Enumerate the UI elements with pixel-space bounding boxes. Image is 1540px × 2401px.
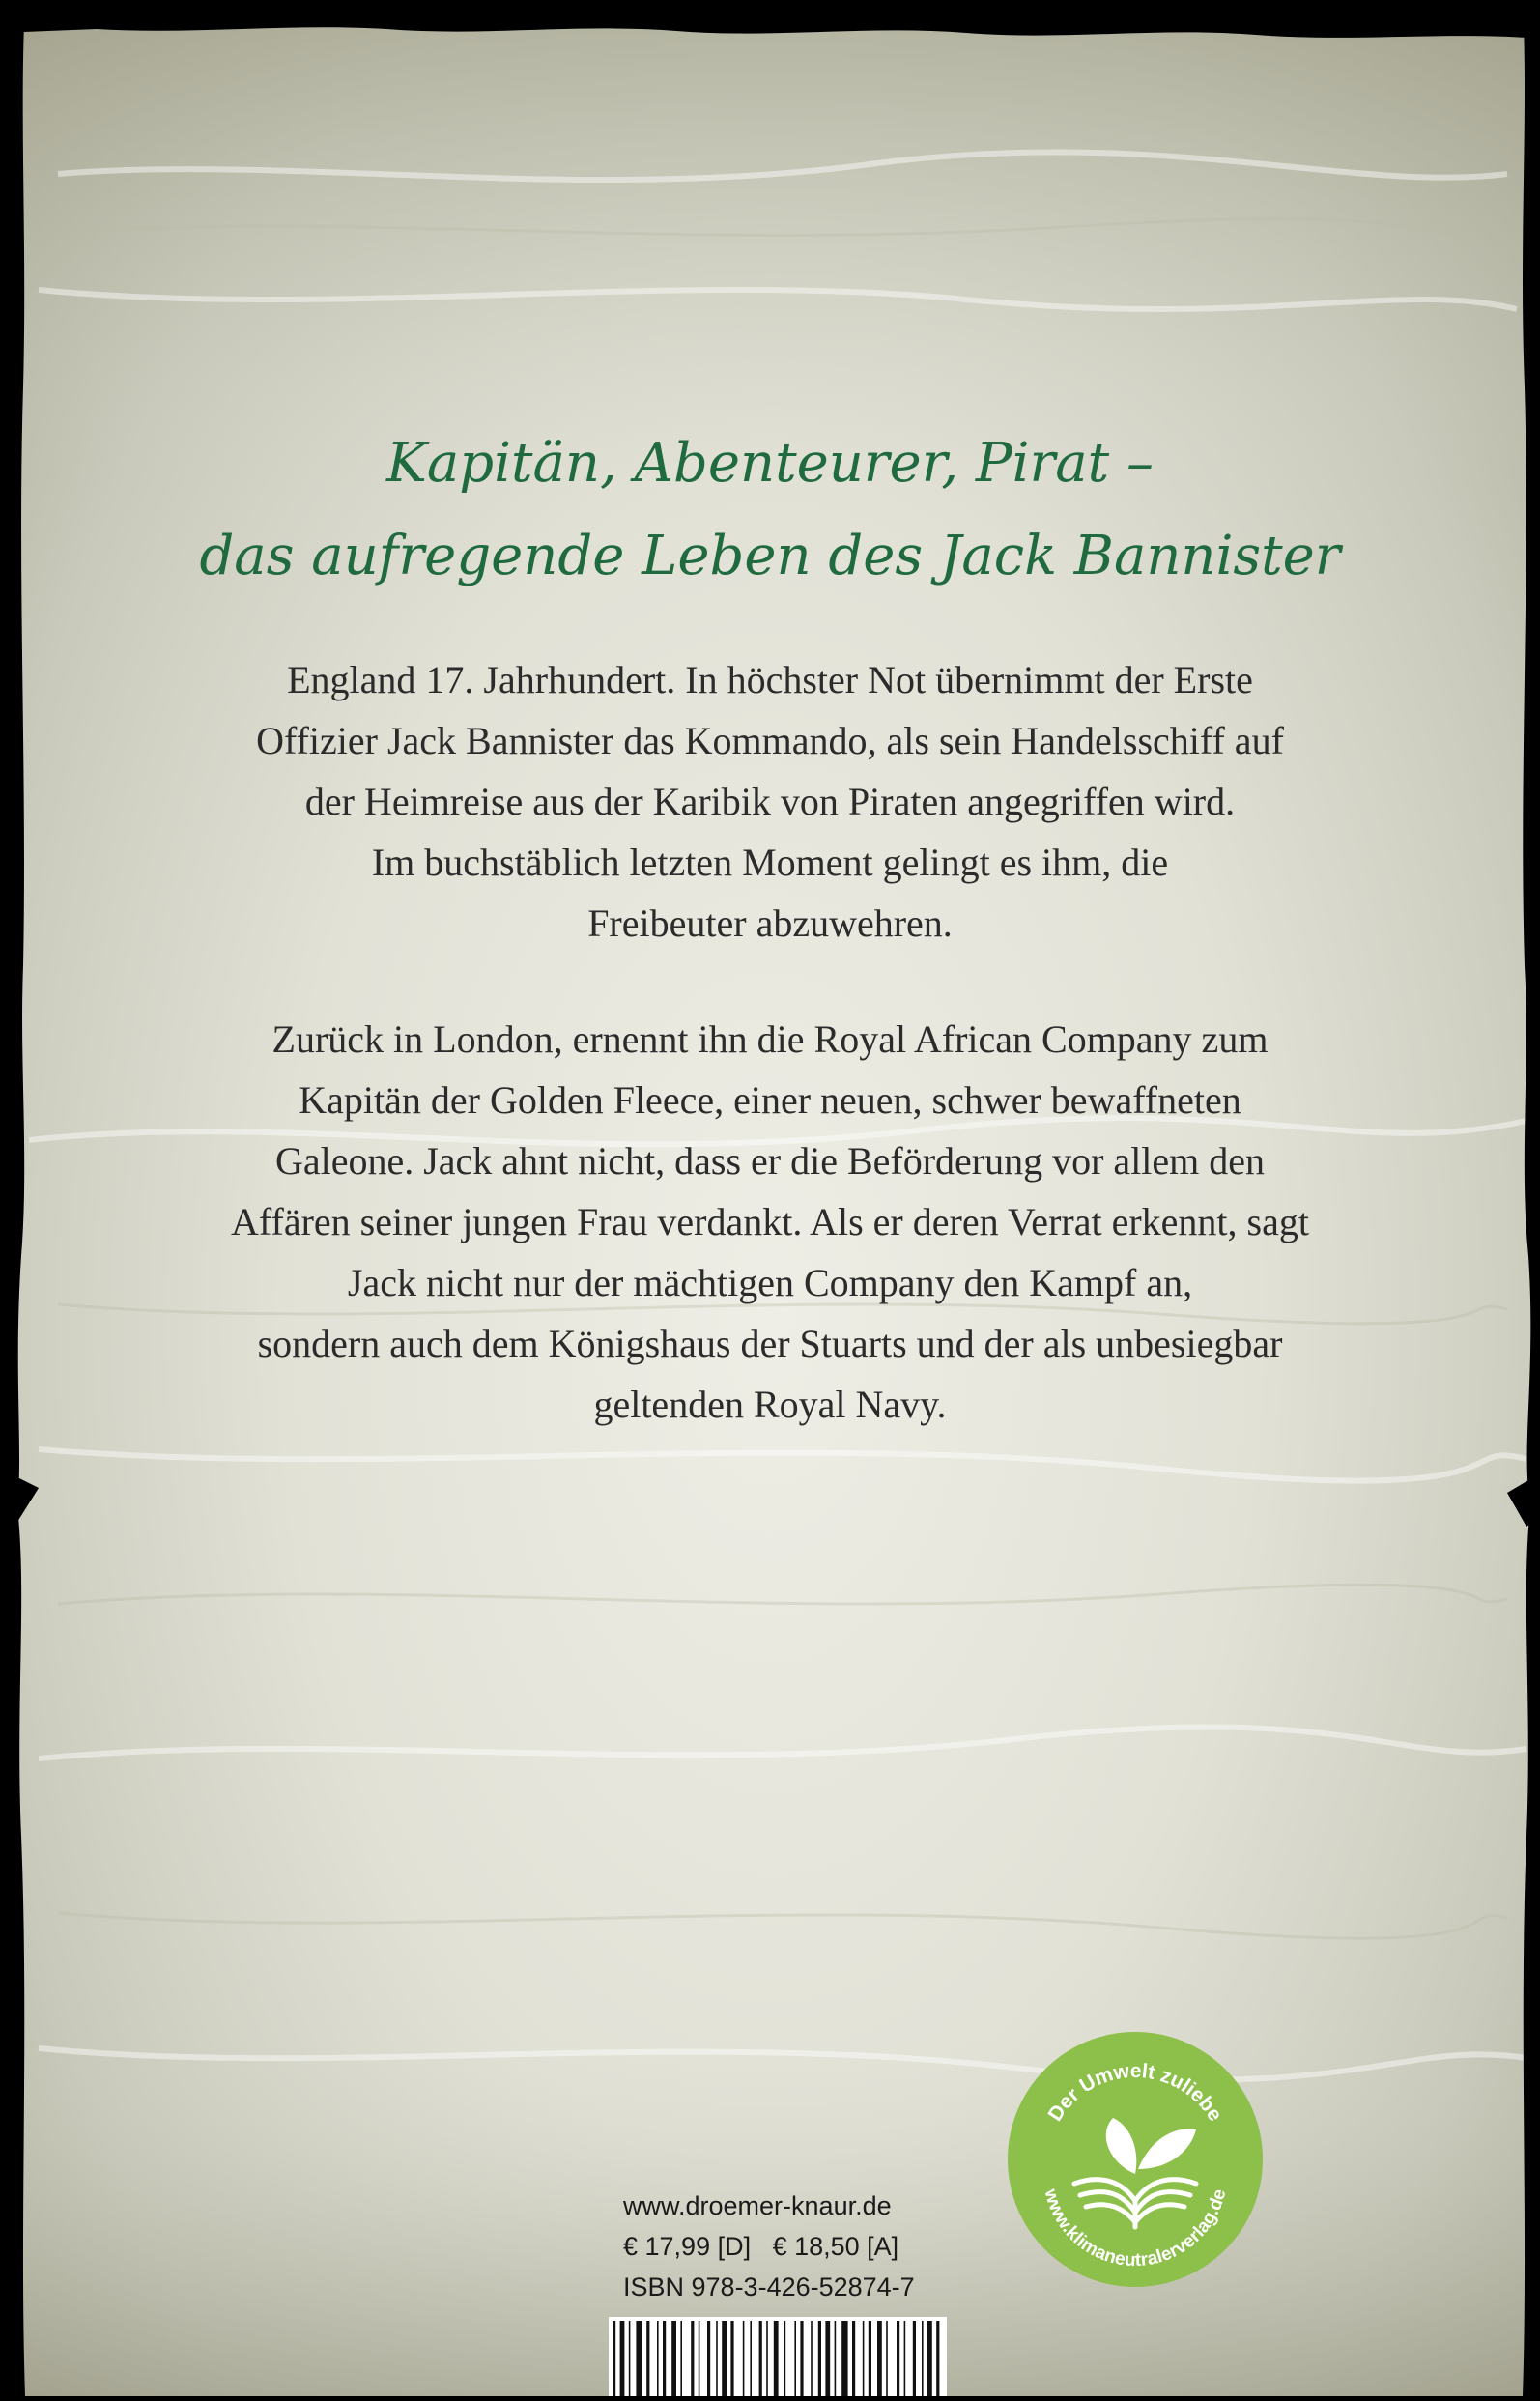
barcode-bar [927, 2321, 932, 2396]
barcode-bar [613, 2321, 615, 2396]
blurb-line: Freibeuter abzuwehren. [587, 901, 953, 945]
barcode-bar [691, 2321, 694, 2396]
barcode-bar [818, 2321, 821, 2396]
barcode-bar [877, 2321, 882, 2396]
barcode-bar [904, 2321, 906, 2396]
barcode [609, 2317, 947, 2396]
publisher-info [623, 2186, 915, 2307]
barcode-bar [657, 2321, 659, 2396]
blurb-paragraph-2 [164, 1009, 1376, 1435]
badge-top-text: Der Umwelt zuliebe [1043, 2059, 1227, 2126]
barcode-bar [886, 2321, 888, 2396]
barcode-bar [716, 2321, 718, 2396]
barcode-bar [897, 2321, 899, 2396]
barcode-bar [835, 2321, 837, 2396]
blurb-line: sondern auch dem Königshaus der Stuarts und der als unbesiegbar [257, 1322, 1283, 1365]
barcode-bar [825, 2321, 830, 2396]
barcode-bar [620, 2321, 625, 2396]
barcode-bar [722, 2321, 727, 2396]
barcode-bar [671, 2321, 676, 2396]
publisher-url[interactable]: www.droemer-knaur.de [623, 2191, 892, 2220]
barcode-bar [774, 2321, 779, 2396]
barcode-bar [680, 2321, 682, 2396]
blurb-line: Affären seiner jungen Frau verdankt. Als er deren Verrat erkennt, sagt [231, 1200, 1309, 1243]
barcode-bar [699, 2321, 700, 2396]
blurb-paragraph-1 [164, 649, 1376, 954]
barcode-bar [759, 2321, 762, 2396]
barcode-bar [636, 2321, 642, 2396]
barcode-bar [766, 2321, 768, 2396]
blurb-line: Im buchstäblich letzten Moment gelingt es ihm, die [371, 841, 1169, 884]
barcode-bar [730, 2321, 733, 2396]
book-leaf-icon [1005, 2029, 1266, 2290]
blurb-line: England 17. Jahrhundert. In höchster Not übernimmt der Erste [287, 658, 1253, 701]
barcode-bar [800, 2321, 803, 2396]
tagline [0, 417, 1540, 603]
barcode-bar [646, 2321, 649, 2396]
barcode-bar [922, 2321, 924, 2396]
isbn-line: ISBN 978-3-426-52874-7 [623, 2272, 915, 2301]
blurb-line: geltenden Royal Navy. [593, 1383, 947, 1426]
barcode-bar [663, 2321, 666, 2396]
barcode-bar [629, 2321, 631, 2396]
tagline-line-2: das aufregende Leben des Jack Bannister [199, 525, 1341, 587]
blurb-line: Zurück in London, ernennt ihn die Royal African Company zum [271, 1017, 1269, 1061]
blurb-line: der Heimreise aus der Karibik von Piraten angegriffen wird. [304, 780, 1236, 823]
barcode-bar [841, 2321, 847, 2396]
price-line: € 17,99 [D] € 18,50 [A] [623, 2232, 899, 2261]
barcode-bar [936, 2321, 939, 2396]
blurb-line: Offizier Jack Bannister das Kommando, als sein Handelsschiff auf [256, 719, 1284, 762]
barcode-bar [743, 2321, 745, 2396]
barcode-bar [913, 2321, 916, 2396]
eco-badge [1005, 2029, 1266, 2290]
barcode-bar [852, 2321, 855, 2396]
blurb-line: Jack nicht nur der mächtigen Company den Kampf an, [347, 1261, 1193, 1304]
badge-bottom-text: www.klimaneutralerverlag.de [1040, 2187, 1231, 2272]
tagline-line-1: Kapitän, Abenteurer, Pirat – [386, 432, 1154, 495]
blurb-line: Galeone. Jack ahnt nicht, dass er die Beförderung vor allem den [274, 1139, 1266, 1183]
barcode-bar [794, 2321, 796, 2396]
barcode-icon [609, 2317, 947, 2396]
barcode-bar [707, 2321, 710, 2396]
barcode-bar [869, 2321, 871, 2396]
barcode-bar [811, 2321, 813, 2396]
barcode-bar [750, 2321, 752, 2396]
barcode-bar [784, 2321, 786, 2396]
blurb-line: Kapitän der Golden Fleece, einer neuen, schwer bewaffneten [299, 1078, 1241, 1122]
barcode-bar [863, 2321, 865, 2396]
